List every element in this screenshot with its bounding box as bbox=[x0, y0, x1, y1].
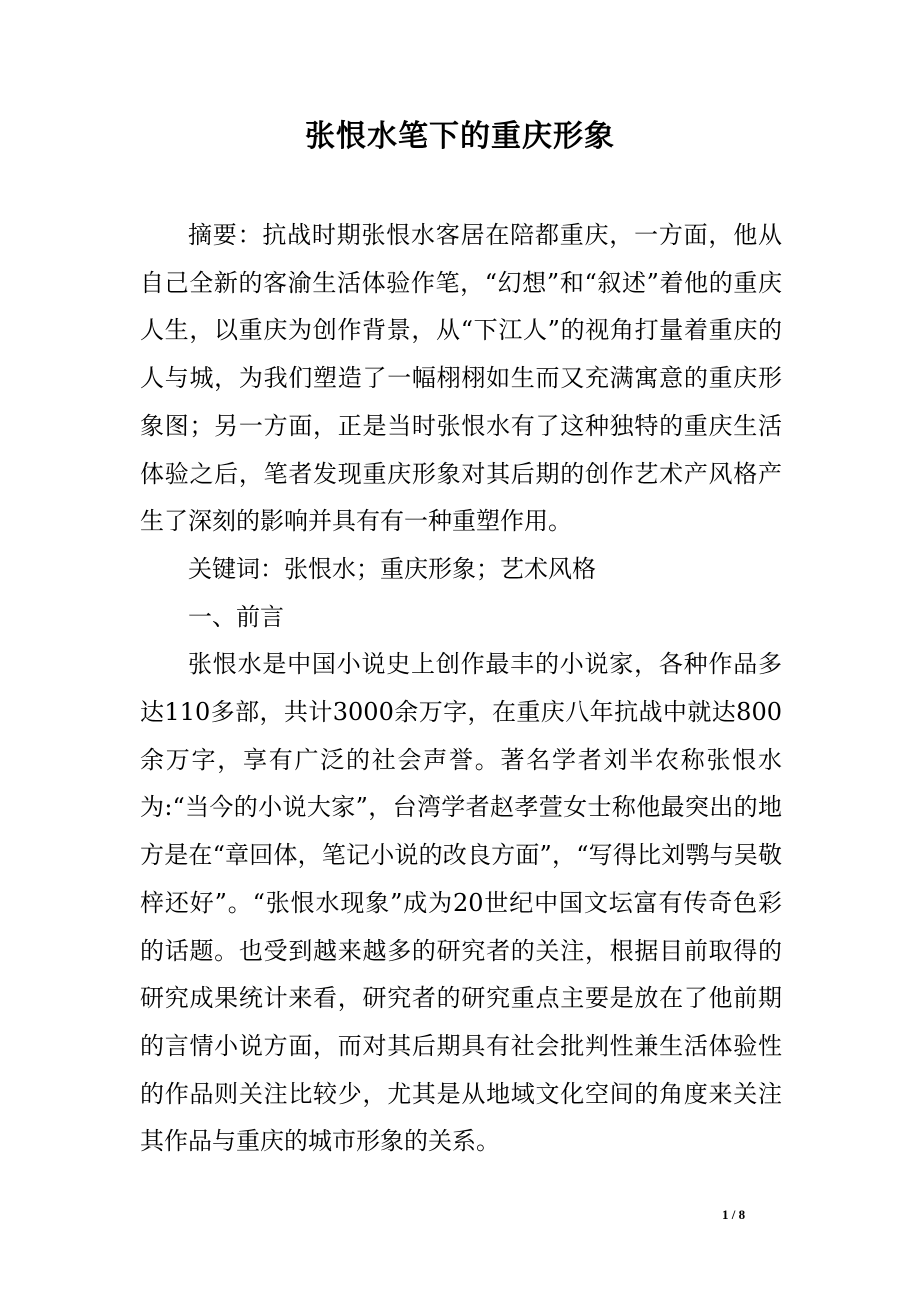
document-title: 张恨水笔下的重庆形象 bbox=[305, 119, 615, 154]
section-heading-preface: 一、前言 bbox=[188, 602, 284, 631]
page-number: 1 / 8 bbox=[722, 1207, 746, 1222]
abstract-paragraph: 摘要：抗战时期张恨水客居在陪都重庆，一方面，他从自己全新的客渝生活体验作笔，“幻想”和“叙述”着他的重庆人生，以重庆为创作背景，从“下江人”的视角打量着重庆的人与城，为我们塑造了一幅栩栩如生而又充满寓意的重庆形象图；另一方面，正是当时张恨水有了这种独特的重庆生活体验之后，笔者发现重庆形象对其后期的创作艺术产风格产生了深刻的影响并具有有一种重塑作用。 bbox=[140, 221, 782, 536]
keywords-paragraph: 关键词：张恨水；重庆形象；艺术风格 bbox=[188, 554, 596, 583]
document-body bbox=[140, 212, 782, 1166]
preface-paragraph: 张恨水是中国小说史上创作最丰的小说家，各种作品多达110多部，共计3000余万字，在重庆八年抗战中就达800余万字，享有广泛的社会声誉。著名学者刘半农称张恨水为:“当今的小说大家”，台湾学者赵孝萱女士称他最突出的地方是在“章回体，笔记小说的改良方面”，“写得比刘鹗与吴敬梓还好”。“张恨水现象”成为20世纪中国文坛富有传奇色彩的话题。也受到越来越多的研究者的关注，根据目前取得的研究成果统计来看，研究者的研究重点主要是放在了他前期的言情小说方面，而对其后期具有社会批判性兼生活体验性的作品则关注比较少，尤其是从地域文化空间的角度来关注其作品与重庆的城市形象的关系。 bbox=[140, 650, 782, 1156]
